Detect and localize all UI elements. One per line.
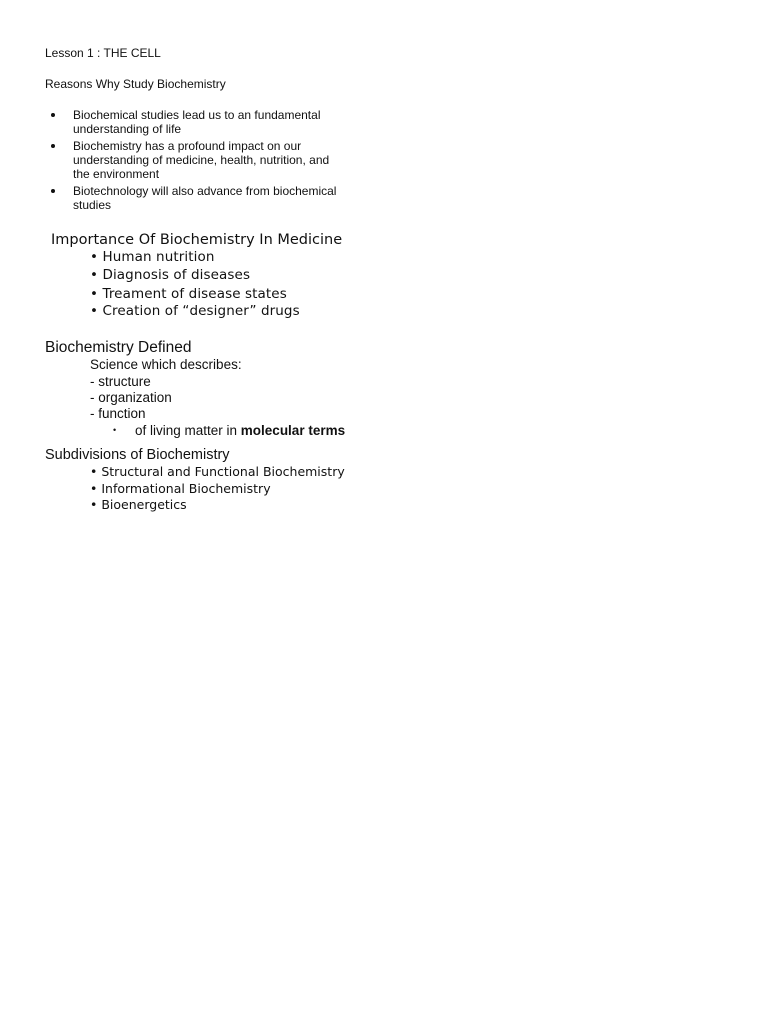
defined-item: - function — [90, 406, 146, 421]
defined-tail-plain: of living matter in — [135, 423, 241, 438]
subdivisions-heading: Subdivisions of Biochemistry — [45, 447, 230, 463]
reason-2-line-2: understanding of medicine, health, nutrition, and — [73, 153, 330, 167]
importance-item: • Treament of disease states — [90, 286, 287, 302]
bullet-icon — [51, 144, 55, 148]
importance-item: • Human nutrition — [90, 249, 215, 265]
subdivision-item: • Informational Biochemistry — [90, 481, 271, 496]
reason-2-line-3: the environment — [73, 167, 160, 181]
importance-item: • Diagnosis of diseases — [90, 267, 251, 283]
importance-item: • Creation of “designer” drugs — [90, 303, 300, 319]
reason-1-line-1: Biochemical studies lead us to an fundamental — [73, 108, 321, 122]
defined-item: - organization — [90, 390, 172, 405]
lesson-title: Lesson 1 : THE CELL — [45, 46, 161, 60]
importance-heading: Importance Of Biochemistry In Medicine — [51, 232, 343, 248]
reason-3-line-1: Biotechnology will also advance from biochemical — [73, 184, 337, 198]
subdivision-item: • Structural and Functional Biochemistry — [90, 464, 345, 479]
reasons-heading: Reasons Why Study Biochemistry — [45, 77, 226, 91]
bullet-icon — [51, 189, 55, 193]
reason-2-line-1: Biochemistry has a profound impact on our — [73, 139, 302, 153]
defined-item: - structure — [90, 374, 151, 389]
subdivision-item: • Bioenergetics — [90, 497, 187, 512]
reason-1-line-2: understanding of life — [73, 122, 182, 136]
small-bullet-icon: • — [113, 425, 117, 435]
defined-heading: Biochemistry Defined — [45, 339, 192, 356]
defined-intro: Science which describes: — [90, 357, 242, 372]
defined-tail-bold: molecular terms — [240, 423, 346, 438]
defined-tail — [135, 423, 345, 439]
reason-3-line-2: studies — [73, 198, 112, 212]
bullet-icon — [51, 113, 55, 117]
